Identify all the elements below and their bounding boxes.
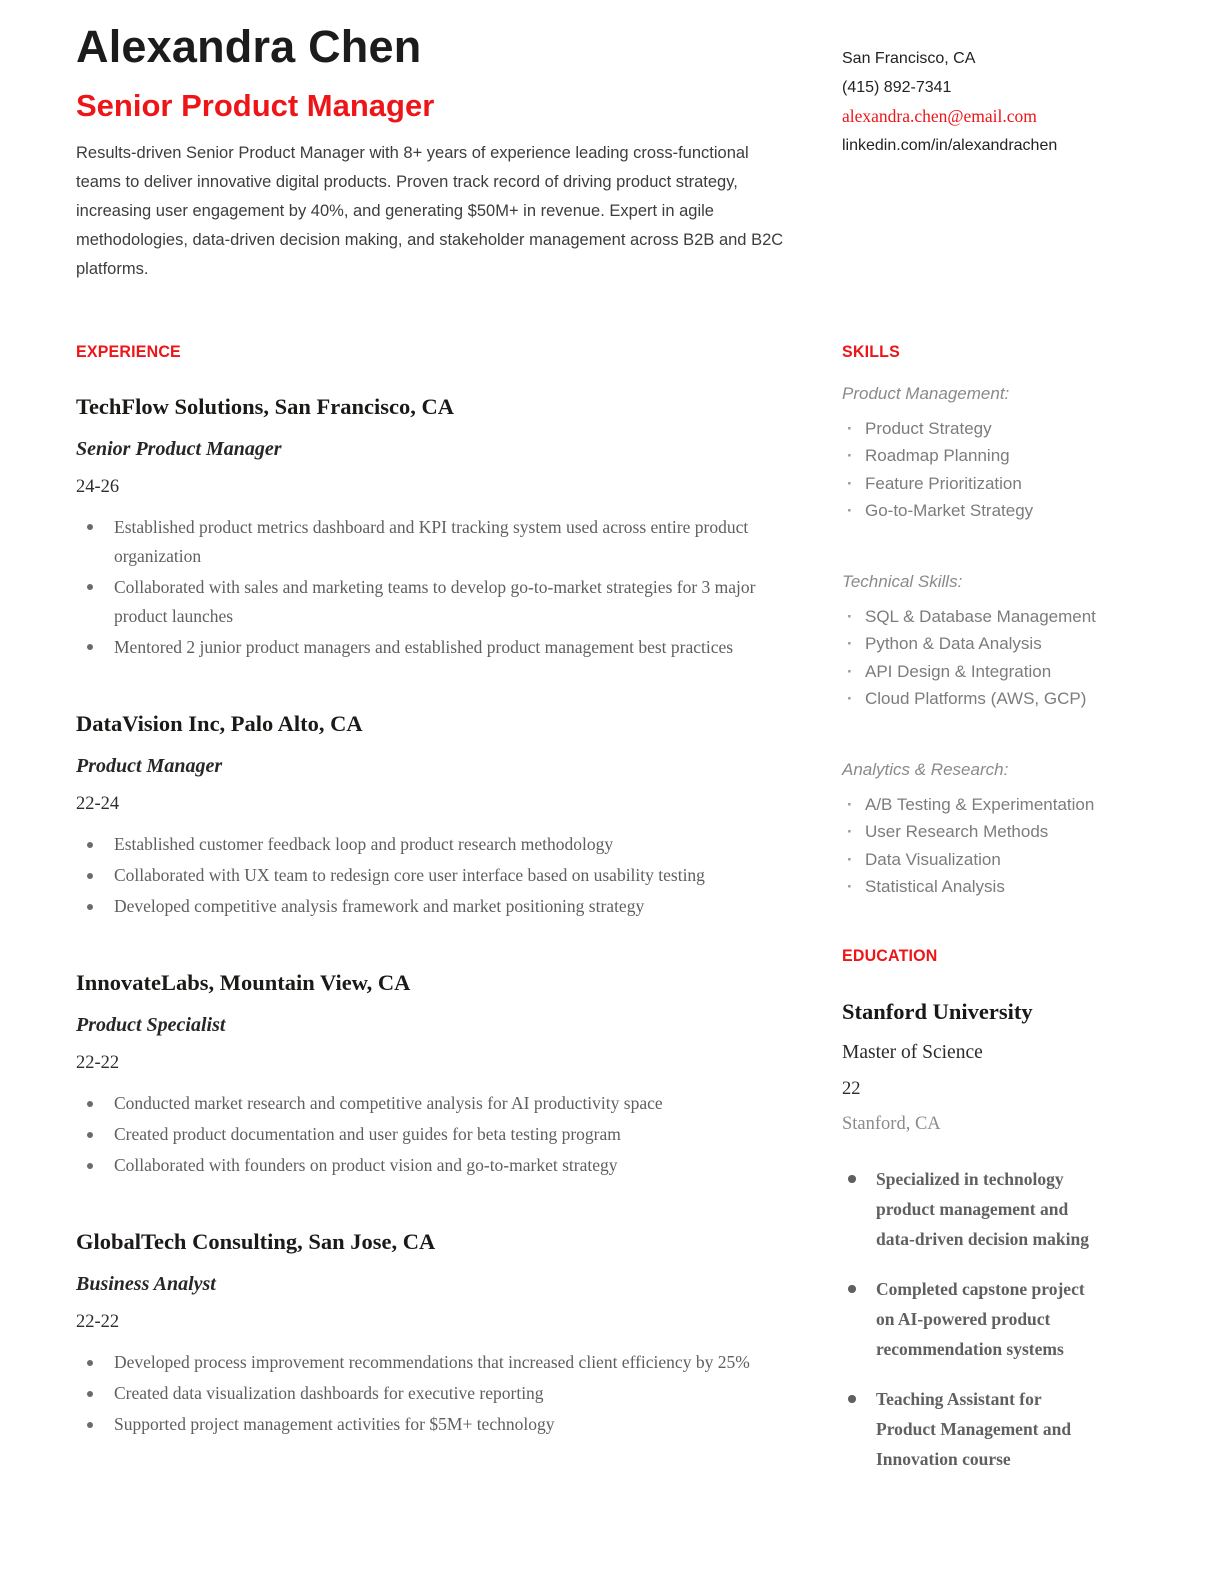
job-bullet: Created product documentation and user guides for beta testing program [114, 1120, 792, 1149]
job-bullet: Established product metrics dashboard and KPI tracking system used across entire product organization [114, 513, 792, 571]
experience-heading: EXPERIENCE [76, 341, 181, 361]
education-dates: 22 [842, 1079, 861, 1100]
experience-column [76, 342, 792, 1495]
resume-header [76, 20, 1148, 284]
job-bullet-list [76, 1348, 792, 1439]
experience-entry [76, 969, 792, 1180]
job-dates: 22-22 [76, 1053, 120, 1074]
company-name: DataVision Inc, Palo Alto, CA [76, 710, 363, 736]
contact-phone: (415) 892-7341 [842, 79, 952, 96]
job-bullet: Developed process improvement recommendations that increased client efficiency by 25% [114, 1348, 792, 1377]
job-bullet: Collaborated with sales and marketing teams to develop go-to-market strategies for 3 major product launches [114, 573, 792, 631]
contact-block [842, 20, 1148, 160]
job-bullet: Mentored 2 junior product managers and established product management best practices [114, 633, 792, 662]
skill-item-list [842, 603, 1148, 713]
education-school: Stanford University [842, 998, 1033, 1024]
experience-list [76, 393, 792, 1440]
company-name: TechFlow Solutions, San Francisco, CA [76, 393, 454, 419]
contact-location: San Francisco, CA [842, 50, 976, 67]
skill-item-list [842, 415, 1148, 525]
education-heading: EDUCATION [842, 945, 938, 965]
skill-item: · Cloud Platforms (AWS, GCP) [842, 685, 1148, 713]
job-title: Senior Product Manager [76, 437, 282, 460]
skill-item: · User Research Methods [842, 818, 1148, 846]
skills-list [842, 382, 1148, 901]
education-location: Stanford, CA [842, 1114, 941, 1135]
skill-item: · Feature Prioritization [842, 470, 1148, 498]
skill-category-label: Product Management: [842, 383, 1010, 403]
skill-item-list [842, 791, 1148, 901]
education-bullet: Teaching Assistant for Product Management and Innovation course [876, 1384, 1100, 1474]
header-main [76, 20, 792, 284]
education-bullet: Completed capstone project on AI-powered product recommendation systems [876, 1274, 1100, 1364]
job-bullet: Established customer feedback loop and product research methodology [114, 830, 792, 859]
job-bullet-list [76, 513, 792, 662]
job-bullet: Collaborated with founders on product vision and go-to-market strategy [114, 1151, 792, 1180]
job-dates: 22-22 [76, 1312, 120, 1333]
job-bullet: Collaborated with UX team to redesign core user interface based on usability testing [114, 861, 792, 890]
resume-body [76, 342, 1148, 1495]
skill-category-label: Technical Skills: [842, 571, 963, 591]
skill-category-label: Analytics & Research: [842, 759, 1009, 779]
skills-heading: SKILLS [842, 341, 900, 361]
company-name: GlobalTech Consulting, San Jose, CA [76, 1229, 436, 1255]
experience-entry [76, 710, 792, 921]
skill-item: · Statistical Analysis [842, 873, 1148, 901]
experience-entry [76, 1228, 792, 1439]
skill-item: · Roadmap Planning [842, 442, 1148, 470]
education-bullet: Specialized in technology product management and data-driven decision making [876, 1164, 1100, 1254]
person-job-title: Senior Product Manager [76, 88, 435, 124]
job-title: Business Analyst [76, 1273, 216, 1296]
skill-item: · A/B Testing & Experimentation [842, 791, 1148, 819]
skill-item: · SQL & Database Management [842, 603, 1148, 631]
job-bullet-list [76, 830, 792, 921]
contact-email-link[interactable]: alexandra.chen@email.com [842, 106, 1037, 126]
job-bullet: Developed competitive analysis framework and market positioning strategy [114, 892, 792, 921]
contact-linkedin: linkedin.com/in/alexandrachen [842, 137, 1058, 154]
education-bullets [842, 1164, 1148, 1474]
education-degree: Master of Science [842, 1041, 983, 1063]
job-bullet: Supported project management activities for $5M+ technology [114, 1410, 792, 1439]
sidebar-column [842, 342, 1148, 1495]
job-bullet: Conducted market research and competitive analysis for AI productivity space [114, 1089, 792, 1118]
skill-group [842, 758, 1148, 901]
job-dates: 24-26 [76, 476, 120, 497]
job-title: Product Specialist [76, 1014, 226, 1037]
summary-text: Results-driven Senior Product Manager with 8+ years of experience leading cross-functional teams to deliver innovative digital products. Proven track record of driving product strategy, increasing user engagement by 40%, and generating $50M+ in revenue. Expert in agile methodologies, data-driven decision making, and stakeholder management across B2B and B2C platforms. [76, 143, 784, 278]
skill-group [842, 382, 1148, 525]
job-bullet: Created data visualization dashboards for executive reporting [114, 1379, 792, 1408]
person-name: Alexandra Chen [76, 21, 422, 72]
job-title: Product Manager [76, 755, 223, 778]
job-dates: 22-24 [76, 794, 120, 815]
experience-entry [76, 393, 792, 662]
skill-item: · Go-to-Market Strategy [842, 497, 1148, 525]
skill-item: · Data Visualization [842, 846, 1148, 874]
company-name: InnovateLabs, Mountain View, CA [76, 970, 411, 996]
skill-item: · Product Strategy [842, 415, 1148, 443]
skill-item: · API Design & Integration [842, 658, 1148, 686]
skill-group [842, 570, 1148, 713]
skill-item: · Python & Data Analysis [842, 630, 1148, 658]
job-bullet-list [76, 1089, 792, 1180]
